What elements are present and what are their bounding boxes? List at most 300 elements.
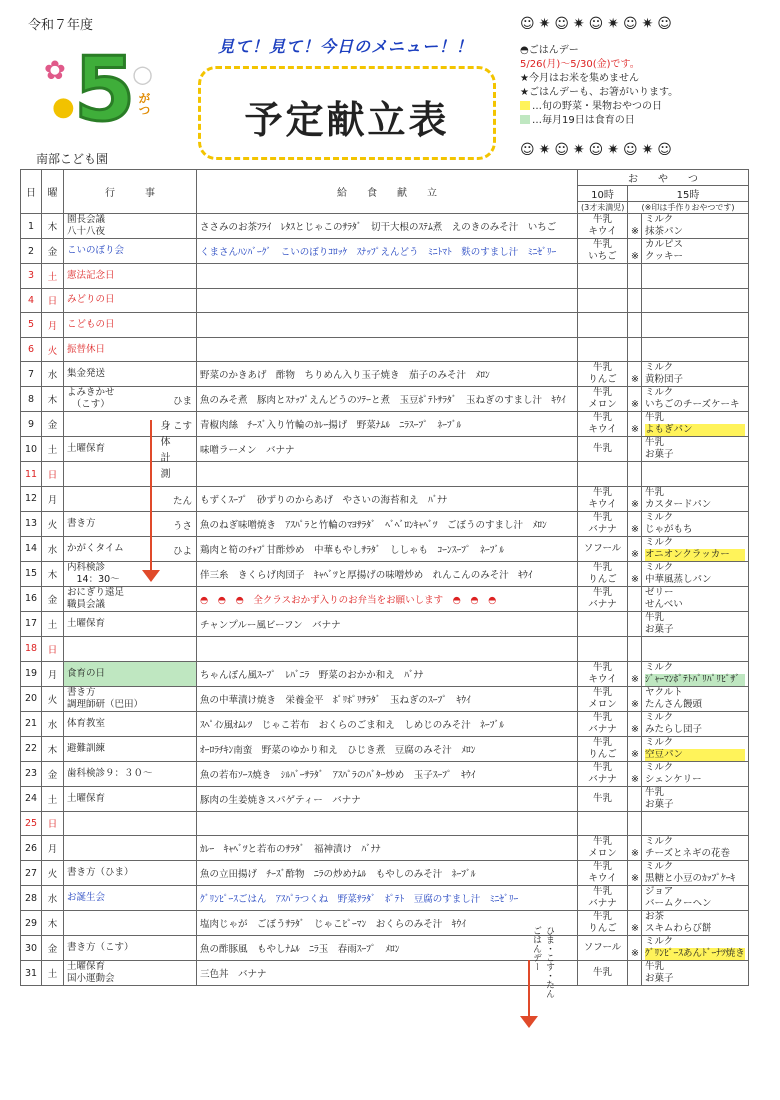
event-text: 内科検診 [67, 561, 106, 573]
snack10-text: バナナ [588, 523, 617, 535]
dow-cell: 土 [42, 961, 64, 986]
event-cell [64, 511, 197, 536]
homemade-mark [631, 762, 638, 774]
snack15-cell [642, 736, 749, 761]
rice-face-icons-top: ☺✷☺✷☺✷☺✷☺ [520, 16, 676, 32]
menu-cell: 三色丼 バナナ [197, 961, 578, 986]
event-cell [64, 387, 197, 412]
snack15-text: カルピス [645, 239, 684, 250]
rice-face-icons-bottom: ☺✷☺✷☺✷☺✷☺ [520, 142, 676, 158]
snack10-cell [578, 761, 628, 786]
snack15-text: ミルク [645, 214, 674, 225]
menu-cell: 魚の酢豚風 もやしﾅﾑﾙ ﾆﾗ玉 春雨ｽｰﾌﾟ ﾒﾛﾝ [197, 936, 578, 961]
menu-cell: 塩肉じゃが ごぼうｻﾗﾀﾞ じゃこﾋﾟｰﾏﾝ おくらのみそ汁 ｷｳｲ [197, 911, 578, 936]
snack10-text: 牛乳 [592, 886, 612, 898]
snack15-cell [642, 387, 749, 412]
snack10-cell [578, 686, 628, 711]
snack15-text: 牛乳 [645, 611, 665, 623]
menu-cell: ｶﾚｰ ｷｬﾍﾞﾂと若布のｻﾗﾀﾞ 福神漬け ﾊﾞﾅﾅ [197, 836, 578, 861]
snack10-cell [578, 362, 628, 387]
snack15-text: 牛乳 [645, 486, 665, 498]
snack10-text: メロン [588, 399, 617, 411]
menu-cell: ◓ ◓ ◓ 全クラスおかず入りのお弁当をお願いします ◓ ◓ ◓ [197, 586, 578, 611]
snack-mark-cell [628, 462, 642, 487]
snack10-cell [578, 911, 628, 936]
snack-mark-cell [628, 911, 642, 936]
snack15-text: お菓子 [645, 449, 674, 461]
snack15-text: ミルク [645, 861, 674, 873]
event-cell [64, 462, 197, 487]
snack15-cell [642, 786, 749, 811]
menu-cell: くまさんﾊﾝﾊﾞｰｸﾞ こいのぼりｺﾛｯｹ ｽﾅｯﾌﾟえんどう ﾐﾆﾄﾏﾄ 麩のすまし汁 ﾐﾆｾﾞﾘｰ [197, 239, 578, 264]
snack15-text: お菓子 [645, 798, 674, 810]
homemade-mark [631, 387, 638, 399]
snack15-text: ミルク [645, 936, 674, 948]
menu-cell [197, 288, 578, 313]
day-cell: 1 [21, 214, 42, 239]
snack10-text: 牛乳 [592, 836, 612, 848]
snack15-text: みたらし団子 [645, 723, 703, 735]
table-row [21, 337, 749, 362]
event-cell [64, 711, 197, 736]
snack15-text: ｸﾞﾘﾝﾋﾟｰｽあんﾄﾞｰﾅﾂ焼き [645, 948, 745, 960]
homemade-mark: ※ [631, 523, 639, 535]
menu-cell [197, 636, 578, 661]
event-text: 書き方（ひま） [67, 867, 134, 879]
event-text: （こす） [67, 399, 110, 411]
homemade-mark [631, 712, 638, 724]
table-row [21, 961, 749, 986]
dow-cell: 火 [42, 861, 64, 886]
day-cell: 27 [21, 861, 42, 886]
event-text: 園長会議 [67, 214, 106, 225]
snack15-cell [642, 412, 749, 437]
menu-cell: 伴三糸 きくらげ肉団子 ｷｬﾍﾞﾂと厚揚げの味噌炒め れんこんのみそ汁 ｷｳｲ [197, 561, 578, 586]
snack15-text: 空豆パン [645, 749, 745, 761]
col-10-note: (3才未満児) [578, 202, 628, 214]
dow-cell: 木 [42, 387, 64, 412]
day-cell: 14 [21, 536, 42, 561]
homemade-mark [631, 836, 638, 848]
note-rice: ★今月はお米を集めません [520, 73, 639, 84]
snack-mark-cell [628, 736, 642, 761]
event-text: 食育の日 [67, 667, 106, 679]
day-cell: 19 [21, 661, 42, 686]
day-cell: 8 [21, 387, 42, 412]
snack10-cell [578, 239, 628, 264]
menu-cell: チャンプルー風ビーフン バナナ [197, 611, 578, 636]
snack10-text: 牛乳 [592, 711, 612, 723]
event-cell [64, 313, 197, 338]
snack15-cell [642, 711, 749, 736]
col-15-note: (※印は手作りおやつです) [628, 202, 749, 214]
table-row [21, 486, 749, 511]
event-text: みどりの日 [67, 294, 115, 306]
event-text: 歯科検診９：３０～ [67, 767, 153, 779]
snack15-text: ミルク [645, 736, 674, 748]
snack10-cell [578, 661, 628, 686]
snack10-text [581, 618, 624, 630]
dow-cell: 土 [42, 437, 64, 462]
day-cell: 23 [21, 761, 42, 786]
menu-cell: 魚のみそ煮 豚肉とｽﾅｯﾌﾟえんどうのｿﾃｰと煮 玉豆ﾎﾟﾃﾄｻﾗﾀﾞ 玉ねぎのすまし汁 ｷｳｲ [197, 387, 578, 412]
snack15-cell [642, 686, 749, 711]
event-text: 土曜保育 [67, 961, 106, 973]
snack-mark-cell [628, 786, 642, 811]
snack10-text: 牛乳 [592, 443, 612, 455]
homemade-mark [631, 618, 638, 630]
snack10-text: バナナ [588, 773, 617, 785]
snack-mark-cell [628, 861, 642, 886]
snack15-text: カスタードパン [645, 498, 712, 510]
event-cell [64, 911, 197, 936]
snack-mark-cell [628, 264, 642, 289]
snack-mark-cell [628, 536, 642, 561]
snack15-text: バームクーヘン [645, 898, 712, 910]
snack10-cell [578, 811, 628, 836]
snack10-text: 牛乳 [592, 761, 612, 773]
snack15-text: オニオンクラッカー [645, 549, 745, 561]
snack-mark-cell [628, 412, 642, 437]
dow-cell: 金 [42, 586, 64, 611]
menu-cell: 魚の立田揚げ ﾁｰｽﾞ酢物 ﾆﾗの炒めﾅﾑﾙ もやしのみそ汁 ﾈｰﾌﾞﾙ [197, 861, 578, 886]
snack10-text: バナナ [588, 723, 617, 735]
table-row [21, 536, 749, 561]
homemade-mark: ※ [631, 251, 639, 262]
day-cell: 13 [21, 511, 42, 536]
snack-mark-cell [628, 561, 642, 586]
snack-mark-cell [628, 586, 642, 611]
snack15-text: 黄粉団子 [645, 374, 684, 386]
snack15-text: 抹茶パン [645, 226, 684, 237]
snack15-text: スキムわらび餅 [645, 923, 712, 935]
menu-cell: 味噌ラーメン バナナ [197, 437, 578, 462]
col-10: 10時 [578, 186, 628, 202]
homemade-mark [631, 892, 638, 904]
snack-mark-cell [628, 936, 642, 961]
table-row [21, 936, 749, 961]
subtitle: 見て！見て！今日のメニュー！！ [218, 37, 474, 56]
class-label: うさ [172, 520, 192, 532]
snack15-cell [642, 362, 749, 387]
snack10-cell [578, 412, 628, 437]
snack15-cell [642, 836, 749, 861]
event-text: 体育教室 [67, 717, 106, 729]
snack15-text: お菓子 [645, 973, 674, 985]
homemade-mark [631, 662, 638, 674]
dow-cell: 日 [42, 462, 64, 487]
event-text: かがくタイム [67, 542, 124, 554]
snack15-cell [642, 586, 749, 611]
event-text: 職員会議 [67, 598, 106, 610]
snack15-text: ミルク [645, 761, 674, 773]
homemade-mark [631, 936, 638, 948]
event-text: 書き方（こす） [67, 942, 134, 954]
homemade-mark [631, 443, 638, 455]
day-cell: 9 [21, 412, 42, 437]
snack-mark-cell [628, 214, 642, 239]
snack15-cell [642, 536, 749, 561]
snack10-cell [578, 836, 628, 861]
snack10-cell [578, 586, 628, 611]
day-cell: 16 [21, 586, 42, 611]
note-seasonal: …旬の野菜・果物おやつの日 [520, 100, 678, 114]
homemade-mark [631, 967, 638, 979]
snack10-text: りんご [588, 573, 617, 585]
snack-mark-cell [628, 288, 642, 313]
title-box [198, 66, 496, 160]
event-cell [64, 736, 197, 761]
event-text: 書き方 [67, 686, 96, 698]
snack-mark-cell [628, 761, 642, 786]
homemade-mark: ※ [631, 848, 639, 860]
day-cell: 29 [21, 911, 42, 936]
measurement-arrow [150, 420, 152, 572]
snack15-cell [642, 313, 749, 338]
snack15-cell [642, 911, 749, 936]
homemade-mark [631, 861, 638, 873]
snack15-text: 牛乳 [645, 961, 665, 973]
dow-cell: 土 [42, 786, 64, 811]
homemade-mark [631, 239, 638, 251]
snack10-text: 牛乳 [592, 239, 612, 250]
snack15-text: チーズとネギの花巻 [645, 848, 731, 860]
event-text: 集金発送 [67, 368, 106, 380]
event-cell [64, 786, 197, 811]
note-chopsticks: ★ごはんデーも、お箸がいります。 [520, 87, 679, 98]
snack15-cell [642, 561, 749, 586]
table-row [21, 886, 749, 911]
snack15-cell [642, 936, 749, 961]
day-cell: 10 [21, 437, 42, 462]
snack10-text: 牛乳 [592, 967, 612, 979]
table-row [21, 711, 749, 736]
homemade-mark: ※ [631, 923, 639, 935]
event-text: 避難訓練 [67, 742, 106, 754]
day-cell: 24 [21, 786, 42, 811]
dow-cell: 金 [42, 412, 64, 437]
snack15-text: ミルク [645, 362, 674, 374]
event-text: よみきかせ [67, 387, 115, 399]
day-cell: 30 [21, 936, 42, 961]
event-cell [64, 961, 197, 986]
event-cell [64, 239, 197, 264]
event-text: おにぎり遠足 [67, 586, 125, 598]
snack15-text: お茶 [645, 911, 665, 923]
homemade-mark [631, 737, 638, 749]
dow-cell: 土 [42, 611, 64, 636]
snack10-text: りんご [588, 374, 617, 386]
event-cell [64, 861, 197, 886]
homemade-mark [631, 214, 638, 226]
event-cell [64, 586, 197, 611]
table-row [21, 412, 749, 437]
event-text: 国小運動会 [67, 973, 115, 985]
snack10-text: りんご [588, 923, 617, 935]
dow-cell: 金 [42, 936, 64, 961]
homemade-mark [631, 687, 638, 699]
table-row [21, 636, 749, 661]
table-row [21, 661, 749, 686]
table-row [21, 288, 749, 313]
snack10-text: 牛乳 [592, 861, 612, 873]
table-row [21, 836, 749, 861]
table-row [21, 264, 749, 289]
col-menu: 給 食 献 立 [197, 170, 578, 214]
dow-cell: 月 [42, 836, 64, 861]
day-cell: 20 [21, 686, 42, 711]
snack10-text: 牛乳 [592, 511, 612, 523]
snack-mark-cell [628, 511, 642, 536]
event-cell [64, 412, 197, 437]
event-cell [64, 761, 197, 786]
snack-mark-cell [628, 961, 642, 986]
snack15-text: ミルク [645, 387, 674, 399]
snack-mark-cell [628, 886, 642, 911]
snack10-cell [578, 264, 628, 289]
snack15-text: ミルク [645, 536, 674, 548]
snack15-text: せんべい [645, 598, 683, 610]
event-text: 土曜保育 [67, 443, 106, 455]
menu-cell: 青椒肉絲 ﾁｰｽﾞ入り竹輪のｶﾚｰ揚げ 野菜ﾅﾑﾙ ﾆﾗｽｰﾌﾟ ﾈｰﾌﾞﾙ [197, 412, 578, 437]
snack10-text: キウイ [588, 424, 617, 436]
homemade-mark: ※ [631, 673, 639, 685]
table-row [21, 811, 749, 836]
snack15-cell [642, 264, 749, 289]
snack10-cell [578, 786, 628, 811]
snack15-text: ゼリー [645, 586, 674, 598]
snack10-cell [578, 437, 628, 462]
dow-cell: 金 [42, 239, 64, 264]
homemade-mark: ※ [631, 424, 639, 436]
snack15-cell [642, 486, 749, 511]
measurement-arrowhead [142, 570, 160, 582]
snack10-text: 牛乳 [592, 736, 612, 748]
col-event: 行 事 [64, 170, 197, 214]
snack15-cell [642, 661, 749, 686]
table-row [21, 761, 749, 786]
snack15-text: 牛乳 [645, 786, 665, 798]
snack-mark-cell [628, 686, 642, 711]
class-label: ひよ [172, 545, 192, 557]
menu-cell: ちゃんぽん風ｽｰﾌﾟ ﾚﾊﾞﾆﾗ 野菜のおかか和え ﾊﾞﾅﾅ [197, 661, 578, 686]
event-cell [64, 886, 197, 911]
snack15-cell [642, 611, 749, 636]
event-cell [64, 214, 197, 239]
menu-cell [197, 462, 578, 487]
day-cell: 21 [21, 711, 42, 736]
homemade-mark [631, 793, 638, 805]
homemade-mark: ※ [631, 948, 639, 960]
dow-cell: 木 [42, 911, 64, 936]
day-cell: 11 [21, 462, 42, 487]
day-cell: 2 [21, 239, 42, 264]
snack15-cell [642, 462, 749, 487]
snack-mark-cell [628, 636, 642, 661]
event-cell [64, 611, 197, 636]
snack15-cell [642, 214, 749, 239]
snack10-text: キウイ [588, 498, 617, 510]
homemade-mark [631, 362, 638, 374]
menu-table [20, 169, 749, 986]
snack15-text: シェンケリー [645, 773, 702, 785]
event-cell [64, 437, 197, 462]
snack15-text: たんさん饅頭 [645, 698, 703, 710]
snack10-text: キウイ [588, 673, 617, 685]
homemade-mark: ※ [631, 773, 639, 785]
day-cell: 7 [21, 362, 42, 387]
snack10-cell [578, 636, 628, 661]
snack15-text: 黒糖と小豆のｶｯﾌﾟｹｰｷ [645, 873, 736, 885]
snack10-cell [578, 288, 628, 313]
event-text: 調理師研（巴田） [67, 698, 144, 710]
snack15-cell [642, 886, 749, 911]
fiscal-year: 令和７年度 [28, 18, 94, 33]
class-label: たん [172, 495, 192, 507]
snack15-text: ミルク [645, 836, 674, 848]
menu-cell: 鶏肉と筍のﾁｬﾌﾟ甘酢炒め 中華もやしｻﾗﾀﾞ ししゃも ｺｰﾝｽｰﾌﾟ ﾈｰﾌﾞﾙ [197, 536, 578, 561]
snack10-text: 牛乳 [592, 586, 612, 598]
snack-mark-cell [628, 611, 642, 636]
snack10-cell [578, 861, 628, 886]
school-name: 南部こども園 [36, 152, 109, 166]
snack15-text: 牛乳 [645, 437, 665, 449]
homemade-mark: ※ [631, 873, 639, 885]
snack10-cell [578, 511, 628, 536]
month-number: 5 [74, 38, 136, 141]
homemade-mark [631, 537, 638, 549]
snack-mark-cell [628, 437, 642, 462]
carnation-icon: ✿ [44, 56, 66, 86]
table-row [21, 911, 749, 936]
event-cell [64, 936, 197, 961]
dow-cell: 水 [42, 536, 64, 561]
note-food-education: …毎月19日は食育の日 [520, 114, 678, 128]
event-cell [64, 561, 197, 586]
day-cell: 4 [21, 288, 42, 313]
homemade-mark: ※ [631, 498, 639, 510]
dow-cell: 日 [42, 811, 64, 836]
dow-cell: 月 [42, 486, 64, 511]
snack-mark-cell [628, 811, 642, 836]
table-row [21, 561, 749, 586]
event-cell [64, 337, 197, 362]
event-text: 八十八夜 [67, 226, 106, 237]
yellow-swatch [520, 101, 530, 110]
snack-mark-cell [628, 313, 642, 338]
event-cell [64, 536, 197, 561]
event-text: こいのぼり会 [67, 245, 125, 256]
event-cell [64, 264, 197, 289]
event-text: お誕生会 [67, 892, 106, 904]
snack10-cell [578, 561, 628, 586]
snack10-text: 牛乳 [592, 214, 612, 225]
green-swatch [520, 115, 530, 124]
dow-cell: 水 [42, 711, 64, 736]
menu-cell: 魚のねぎ味噌焼き ｱｽﾊﾟﾗと竹輪のﾏﾖｻﾗﾀﾞ ﾍﾞﾍﾞﾛﾝｷｬﾍﾞﾂ ごぼうのすまし汁 ﾒﾛﾝ [197, 511, 578, 536]
snack15-text: ミルク [645, 561, 674, 573]
snack10-cell [578, 611, 628, 636]
snack15-cell [642, 239, 749, 264]
dow-cell: 日 [42, 288, 64, 313]
event-text: 土曜保育 [67, 617, 106, 629]
dow-cell: 火 [42, 337, 64, 362]
col-snack: お や つ [578, 170, 749, 186]
snack10-cell [578, 886, 628, 911]
col-day: 日 [21, 170, 42, 214]
table-row [21, 214, 749, 239]
dow-cell: 月 [42, 313, 64, 338]
